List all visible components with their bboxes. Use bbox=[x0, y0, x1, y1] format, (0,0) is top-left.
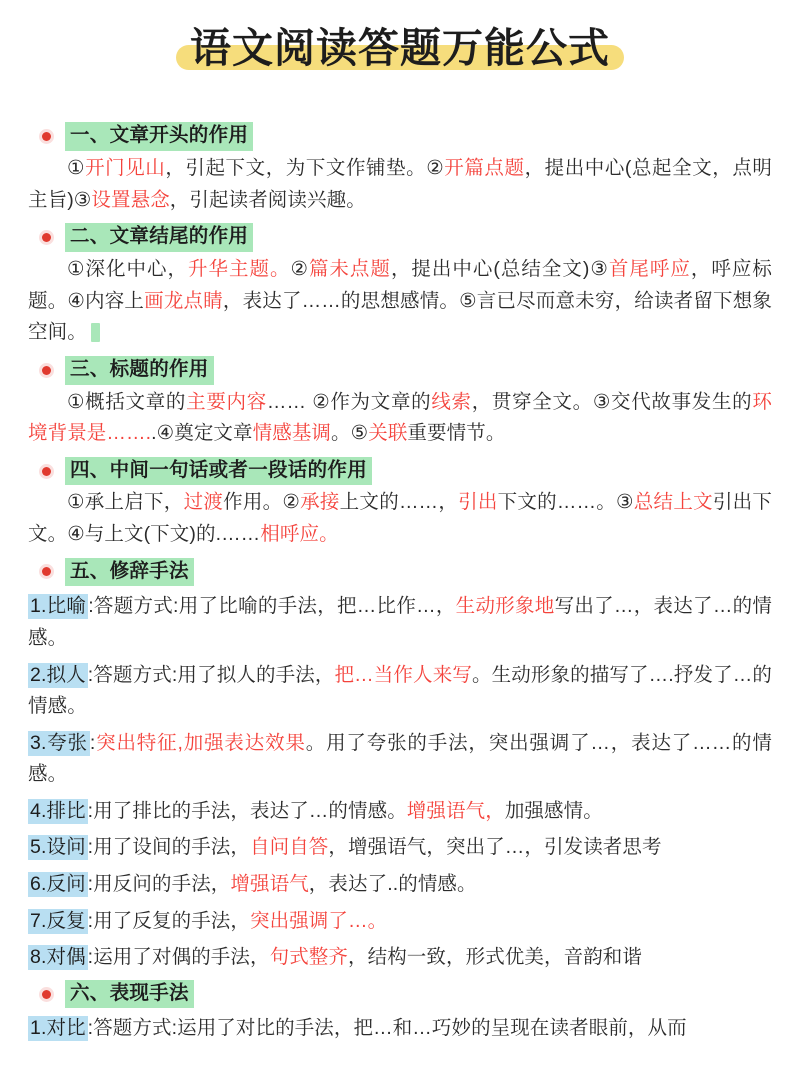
text-run: :答题方式:用了比喻的手法，把…比作…， bbox=[88, 595, 456, 618]
text-run: 。用了夸张的手法，突出强调了…，表达了……的情感。 bbox=[28, 731, 772, 786]
text-run-emphasis: 总结上文 bbox=[633, 491, 713, 514]
text-run: :答题方式:运用了对比的手法，把…和…巧妙的呈现在读者眼前，从而 bbox=[87, 1017, 687, 1040]
section-paragraph bbox=[28, 153, 772, 216]
text-run-emphasis: 自问自答 bbox=[250, 836, 329, 859]
text-run: ，表达了..的情感。 bbox=[308, 872, 477, 895]
list-item-tag: 2.拟人 bbox=[30, 663, 86, 686]
text-run-emphasis: 增强语气， bbox=[406, 799, 505, 822]
text-run: ，增强语气，突出了…，引发读者思考 bbox=[328, 836, 662, 859]
text-run: ③ bbox=[73, 188, 92, 211]
list-item bbox=[28, 942, 772, 974]
list-item bbox=[28, 796, 772, 828]
list-item-tag: 6.反问 bbox=[30, 872, 86, 895]
text-run-emphasis: 环境背景是……. bbox=[28, 390, 772, 445]
text-run: 重要情节。 bbox=[407, 422, 506, 445]
section-heading-五修辞手法 bbox=[28, 558, 772, 587]
text-run: ，引起下文，为下文作铺垫。② bbox=[165, 157, 445, 180]
text-run: ，呼应标题。④内容上 bbox=[28, 258, 772, 312]
list-item bbox=[28, 869, 772, 901]
text-run: :用了排比的手法，表达了…的情感。 bbox=[87, 799, 407, 822]
list-item-tag: 1.对比 bbox=[30, 1017, 86, 1040]
section-heading-四中间一句话 bbox=[28, 457, 772, 486]
text-run-emphasis: 突出特征,加强表达效果 bbox=[95, 731, 306, 754]
text-run-emphasis: 主要内容 bbox=[186, 390, 267, 413]
text-run: ，贯穿全文。③交代故事发生的 bbox=[471, 390, 753, 413]
text-run: :答题方式:用了拟人的手法， bbox=[87, 663, 335, 686]
text-run-emphasis: 增强语气 bbox=[230, 872, 309, 895]
text-run-emphasis: 关联 bbox=[368, 422, 408, 445]
bullet-dot-icon bbox=[42, 233, 51, 242]
text-run: ，提出中心(总结全文) bbox=[390, 258, 590, 281]
section-heading-二文章结尾的 bbox=[28, 223, 772, 252]
text-run-emphasis: 开门见山 bbox=[85, 157, 166, 180]
bullet-dot-icon bbox=[42, 990, 51, 999]
page-title-text: 语文阅读答题万能公式 bbox=[190, 25, 610, 71]
bullet-dot-icon bbox=[42, 132, 51, 141]
text-run: ③ bbox=[589, 258, 609, 281]
text-run-emphasis: 首尾呼应 bbox=[608, 258, 691, 281]
text-run-emphasis: 篇未点题 bbox=[308, 258, 391, 281]
document-content bbox=[0, 122, 800, 1045]
text-run: 下文的……。③ bbox=[497, 491, 634, 514]
text-run-emphasis: 情感基调 bbox=[252, 422, 332, 445]
text-run-emphasis: 设置悬念 bbox=[91, 188, 170, 211]
text-run-emphasis: 引出 bbox=[458, 491, 498, 514]
text-run: …… ②作为文章的 bbox=[266, 390, 432, 413]
highlight-artifact bbox=[91, 323, 100, 342]
bullet-dot-icon bbox=[42, 567, 51, 576]
section-heading-label: 三、标题的作用 bbox=[65, 356, 214, 385]
section-paragraph bbox=[28, 387, 772, 450]
section-heading-label: 四、中间一句话或者一段话的作用 bbox=[65, 457, 372, 486]
text-run-emphasis: 突出强调了…。 bbox=[250, 909, 388, 932]
title-container bbox=[0, 0, 800, 78]
text-run: 引出下文。④与上文(下文)的.…… bbox=[28, 491, 772, 546]
list-item bbox=[28, 728, 772, 791]
text-run-emphasis: 承接 bbox=[300, 491, 340, 514]
list-item-tag: 8.对偶 bbox=[30, 946, 86, 969]
section-heading-六表现手法 bbox=[28, 980, 772, 1009]
text-run: ② bbox=[290, 258, 309, 281]
page-title bbox=[176, 22, 624, 74]
text-run: 上文的……， bbox=[339, 491, 459, 514]
text-run-emphasis: 把…当作人来写 bbox=[334, 663, 472, 686]
text-run: 。生动形象的描写了….抒发了…的情感。 bbox=[28, 663, 772, 718]
bullet-dot-icon bbox=[42, 467, 51, 476]
text-run: ①深化中心， bbox=[67, 258, 188, 281]
text-run: 作用。② bbox=[223, 491, 301, 514]
text-run: ① bbox=[67, 157, 86, 180]
section-heading-三标题的作用 bbox=[28, 356, 772, 385]
text-run: ，提出中心(总起全文，点明主旨) bbox=[28, 157, 772, 211]
text-run: .④奠定文章 bbox=[151, 422, 253, 445]
text-run: 加强感情。 bbox=[504, 799, 603, 822]
text-run-emphasis: 生动形象地 bbox=[455, 595, 555, 618]
list-item-tag: 7.反复 bbox=[30, 909, 86, 932]
text-run-emphasis: 画龙点睛 bbox=[144, 289, 223, 312]
section-heading-label: 六、表现手法 bbox=[65, 980, 194, 1009]
list-item bbox=[28, 906, 772, 938]
section-paragraph bbox=[28, 254, 772, 349]
text-run-emphasis: 线索 bbox=[431, 390, 472, 413]
text-run: ①承上启下， bbox=[67, 491, 184, 514]
text-run: :用了设间的手法， bbox=[87, 836, 250, 859]
text-run-emphasis: 相呼应。 bbox=[260, 523, 339, 546]
list-item-tag: 1.比喻 bbox=[30, 595, 87, 618]
list-item bbox=[28, 660, 772, 723]
text-run: :用反问的手法， bbox=[87, 872, 231, 895]
text-run: :用了反复的手法， bbox=[87, 909, 250, 932]
text-run-emphasis: 升华主题。 bbox=[187, 258, 291, 281]
text-run: ，引起读者阅读兴趣。 bbox=[169, 188, 366, 211]
list-item-tag: 5.设问 bbox=[30, 836, 86, 859]
bullet-dot-icon bbox=[42, 366, 51, 375]
text-run-emphasis: 过渡 bbox=[183, 491, 224, 514]
text-run: ①概括文章的 bbox=[67, 390, 187, 413]
list-item bbox=[28, 832, 772, 864]
section-heading-label: 一、文章开头的作用 bbox=[65, 122, 253, 151]
text-run-emphasis: 句式整齐 bbox=[269, 946, 348, 969]
section-heading-一文章开头的 bbox=[28, 122, 772, 151]
text-run: : bbox=[89, 731, 96, 754]
list-item bbox=[28, 591, 772, 654]
section-paragraph bbox=[28, 487, 772, 550]
text-run: 。⑤ bbox=[331, 422, 369, 445]
text-run: ，结构一致，形式优美，音韵和谐 bbox=[348, 946, 643, 969]
text-run-emphasis: 开篇点题 bbox=[444, 157, 525, 180]
text-run: 写出了…，表达了…的情感。 bbox=[28, 595, 772, 649]
section-heading-label: 五、修辞手法 bbox=[65, 558, 194, 587]
section-heading-label: 二、文章结尾的作用 bbox=[65, 223, 253, 252]
list-item-tag: 3.夸张 bbox=[30, 731, 88, 754]
text-run: :运用了对偶的手法， bbox=[87, 946, 270, 969]
text-run: ，表达了……的思想感情。⑤言已尽而意未穷，给读者留下想象空间。 bbox=[28, 289, 772, 344]
list-item bbox=[28, 1013, 772, 1045]
list-item-tag: 4.排比 bbox=[30, 799, 86, 822]
